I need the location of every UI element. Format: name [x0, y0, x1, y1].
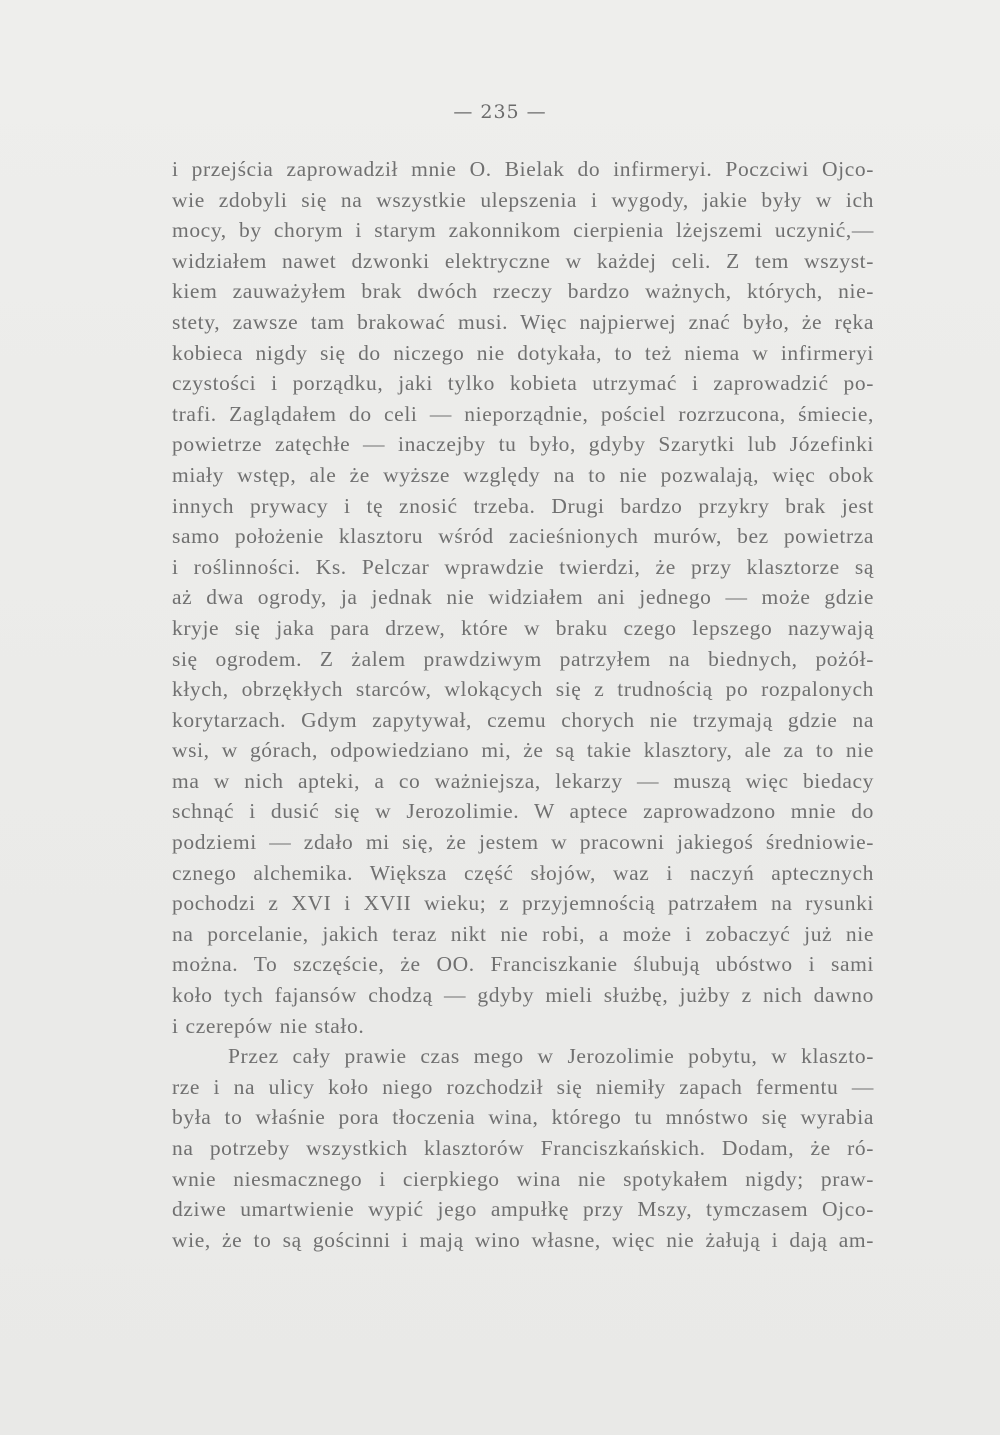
text-line: powietrze zatęchłe — inaczejby tu było, gdyby Szarytki lub Józefinki	[172, 432, 874, 457]
body-text	[172, 154, 874, 1255]
text-line: koło tych fajansów chodzą — gdyby mieli służbę, jużby z nich dawno	[172, 983, 874, 1008]
text-line: i roślinności. Ks. Pelczar wprawdzie twierdzi, że przy klasztorze są	[172, 554, 874, 579]
text-line: kiem zauważyłem brak dwóch rzeczy bardzo ważnych, których, nie-	[172, 279, 874, 304]
text-line: korytarzach. Gdym zapytywał, czemu chorych nie trzymają gdzie na	[172, 707, 874, 732]
text-line: innych prywacy i tę znosić trzeba. Drugi bardzo przykry brak jest	[172, 493, 874, 518]
text-line: wsi, w górach, odpowiedziano mi, że są takie klasztory, ale za to nie	[172, 738, 874, 763]
page-number: — 235 —	[453, 101, 547, 123]
text-line: mocy, by chorym i starym zakonnikom cierpienia lżejszemi uczynić,—	[172, 218, 874, 243]
text-line: rze i na ulicy koło niego rozchodził się niemiły zapach fermentu —	[172, 1074, 874, 1099]
text-line: kobieca nigdy się do niczego nie dotykała, to też niema w infirmeryi	[172, 340, 874, 365]
text-line: pochodzi z XVI i XVII wieku; z przyjemnością patrzałem na rysunki	[172, 891, 874, 916]
text-line: dziwe umartwienie wypić jego ampułkę przy Mszy, tymczasem Ojco-	[172, 1197, 874, 1222]
text-line: można. To szczęście, że OO. Franciszkanie ślubują ubóstwo i sami	[172, 952, 874, 977]
text-line: kryje się jaka para drzew, które w braku czego lepszego nazywają	[172, 615, 874, 640]
text-line: schnąć i dusić się w Jerozolimie. W aptece zaprowadzono mnie do	[172, 799, 874, 824]
text-line: na potrzeby wszystkich klasztorów Franciszkańskich. Dodam, że ró-	[172, 1136, 874, 1160]
text-line: podziemi — zdało mi się, że jestem w pracowni jakiegoś średniowie-	[172, 830, 874, 855]
text-line: cznego alchemika. Większa część słojów, waz i naczyń aptecznych	[172, 860, 874, 885]
text-line: trafi. Zaglądałem do celi — nieporządnie, pościel rozrzucona, śmiecie,	[172, 401, 874, 426]
text-line: na porcelanie, jakich teraz nikt nie robi, a może i zobaczyć już nie	[172, 921, 874, 946]
text-line: stety, zawsze tam brakować musi. Więc najpierwej znać było, że ręka	[172, 309, 874, 334]
text-line: wie, że to są gościnni i mają wino własne, więc nie żałują i dają am-	[172, 1227, 874, 1252]
text-line: się ogrodem. Z żalem prawdziwym patrzyłem na biednych, pożół-	[172, 646, 874, 671]
text-line: czystości i porządku, jaki tylko kobieta utrzymać i zaprowadzić po-	[172, 371, 874, 396]
text-line: ma w nich apteki, a co ważniejsza, lekarzy — muszą więc biedacy	[172, 768, 874, 793]
text-line: i przejścia zaprowadził mnie O. Bielak do infirmeryi. Poczciwi Ojco-	[172, 157, 874, 181]
text-line: widziałem nawet dzwonki elektryczne w każdej celi. Z tem wszyst-	[172, 248, 874, 273]
text-line: wie zdobyli się na wszystkie ulepszenia i wygody, jakie były w ich	[172, 187, 874, 212]
text-line: Przez cały prawie czas mego w Jerozolimie pobytu, w klaszto-	[228, 1044, 874, 1069]
text-line: i czerepów nie stało.	[172, 1013, 365, 1038]
text-line: miały wstęp, ale że wyższe względy na to nie pozwalają, więc obok	[172, 462, 874, 487]
text-line: samo położenie klasztoru wśród zacieśnionych murów, bez powietrza	[172, 524, 874, 549]
text-line: była to właśnie pora tłoczenia wina, którego tu mnóstwo się wyrabia	[172, 1105, 874, 1130]
text-line: aż dwa ogrody, ja jednak nie widziałem ani jednego — może gdzie	[172, 585, 874, 610]
text-line: kłych, obrzękłych starców, wlokących się z trudnością po rozpalonych	[172, 677, 874, 702]
text-line: wnie niesmacznego i cierpkiego wina nie spotykałem nigdy; praw-	[172, 1166, 874, 1191]
